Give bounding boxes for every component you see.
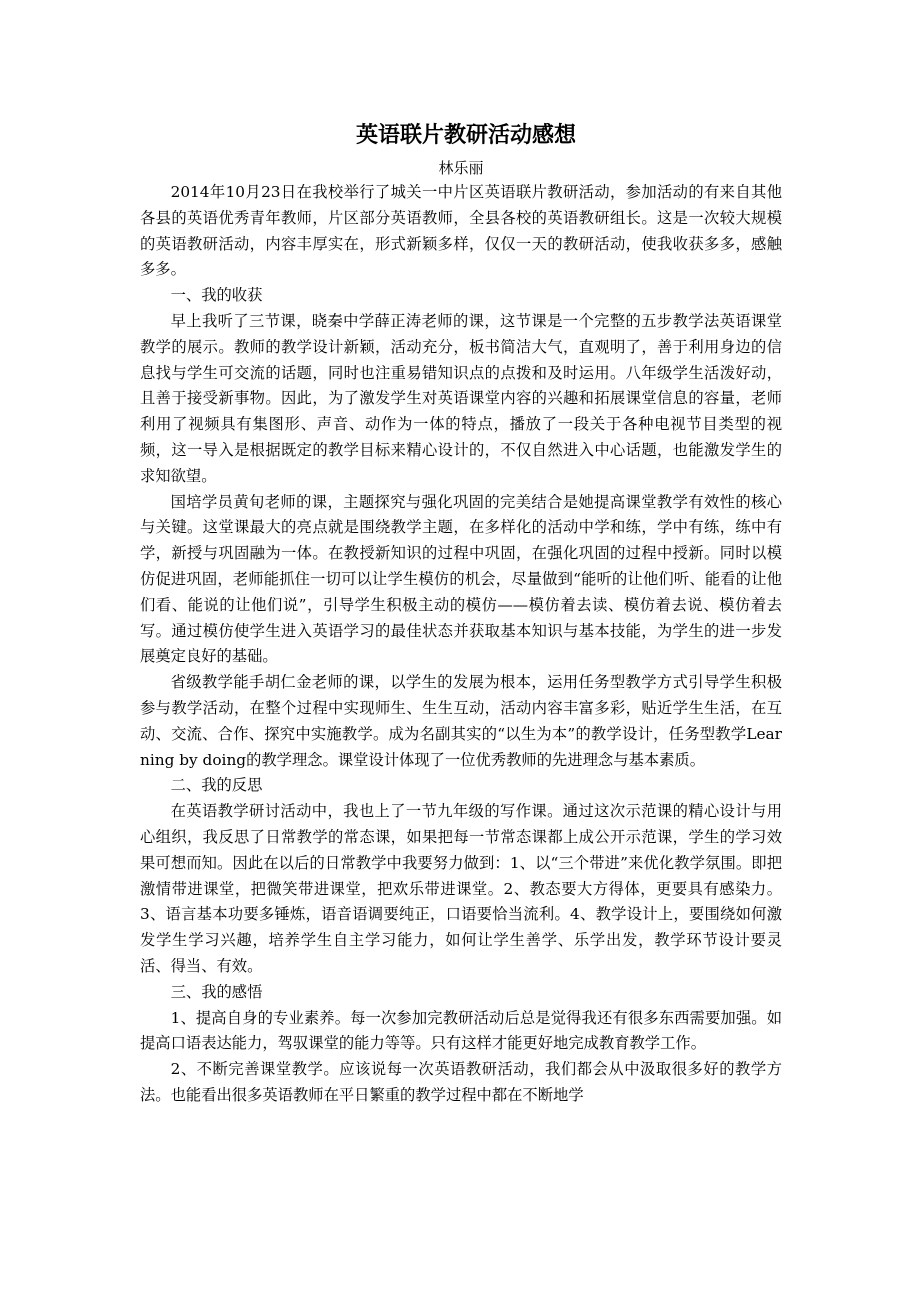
section-heading-reflection: 二、我的反思 [170, 776, 263, 795]
paragraph-insight-2: 2、不断完善课堂教学。应该说每一次英语教研活动，我们都会从中汲取很多好的教学方法。也能看出很多英语教师在平日繁重的教学过程中都在不断地学 [140, 1060, 782, 1104]
paragraph-gains-2: 国培学员黄旬老师的课，主题探究与强化巩固的完美结合是她提高课堂教学有效性的核心与关键。这堂课最大的亮点就是围绕教学主题，在多样化的活动中学和练，学中有练，练中有学，新授与巩固融为一体。在教授新知识的过程中巩固，在强化巩固的过程中授新。同时以模仿促进巩固，老师能抓住一切可以让学生模仿的机会，尽量做到“能听的让他们听、能看的让他们看、能说的让他们说”，引导学生积极主动的模仿——模仿着去读、模仿着去说、模仿着去写。通过模仿使学生进入英语学习的最佳状态并获取基本知识与基本技能，为学生的进一步发展奠定良好的基础。 [140, 492, 782, 666]
document-page [140, 118, 782, 1109]
section-heading-gains: 一、我的收获 [170, 286, 263, 305]
paragraph-gains-1: 早上我听了三节课，晓秦中学薛正涛老师的课，这节课是一个完整的五步教学法英语课堂教学的展示。教师的教学设计新颖，活动充分，板书简洁大气，直观明了，善于利用身边的信息找与学生可交流的话题，同时也注重易错知识点的点拨和及时运用。八年级学生活泼好动，且善于接受新事物。因此，为了激发学生对英语课堂内容的兴趣和拓展课堂信息的容量，老师利用了视频具有集图形、声音、动作为一体的特点，播放了一段关于各种电视节目类型的视频，这一导入是根据既定的教学目标来精心设计的，不仅自然进入中心话题，也能激发学生的求知欲望。 [140, 311, 782, 485]
paragraph-intro: 2014年10月23日在我校举行了城关一中片区英语联片教研活动，参加活动的有来自其他各县的英语优秀青年教师，片区部分英语教师，全县各校的英语教研组长。这是一次较大规模的英语教研活动，内容丰厚实在，形式新颖多样，仅仅一天的教研活动，使我收获多多，感触多多。 [140, 183, 782, 279]
author-name: 林乐丽 [438, 159, 484, 177]
paragraph-reflection: 在英语教学研讨活动中，我也上了一节九年级的写作课。通过这次示范课的精心设计与用心组织，我反思了日常教学的常态课，如果把每一节常态课都上成公开示范课，学生的学习效果可想而知。因此在以后的日常教学中我要努力做到：1、以“三个带进”来优化教学氛围。即把激情带进课堂，把微笑带进课堂，把欢乐带进课堂。2、教态要大方得体，更要具有感染力。3、语言基本功要多锤炼，语音语调要纯正，口语要恰当流利。4、教学设计上，要围绕如何激发学生学习兴趣，培养学生自主学习能力，如何让学生善学、乐学出发，教学环节设计要灵活、得当、有效。 [140, 802, 782, 975]
paragraph-insight-1: 1、提高自身的专业素养。每一次参加完教研活动后总是觉得我还有很多东西需要加强。如提高口语表达能力，驾驭课堂的能力等等。只有这样才能更好地完成教育教学工作。 [140, 1008, 782, 1053]
document-title: 英语联片教研活动感想 [355, 123, 576, 148]
section-heading-insights: 三、我的感悟 [170, 982, 263, 1001]
paragraph-gains-3: 省级教学能手胡仁金老师的课，以学生的发展为根本，运用任务型教学方式引导学生积极参与教学活动，在整个过程中实现师生、生生互动，活动内容丰富多彩，贴近学生生活，在互动、交流、合作、探究中实施教学。成为名副其实的“以生为本”的教学设计，任务型教学Learning by doing的教学理念。课堂设计体现了一位优秀教师的先进理念与基本素质。 [140, 673, 782, 769]
